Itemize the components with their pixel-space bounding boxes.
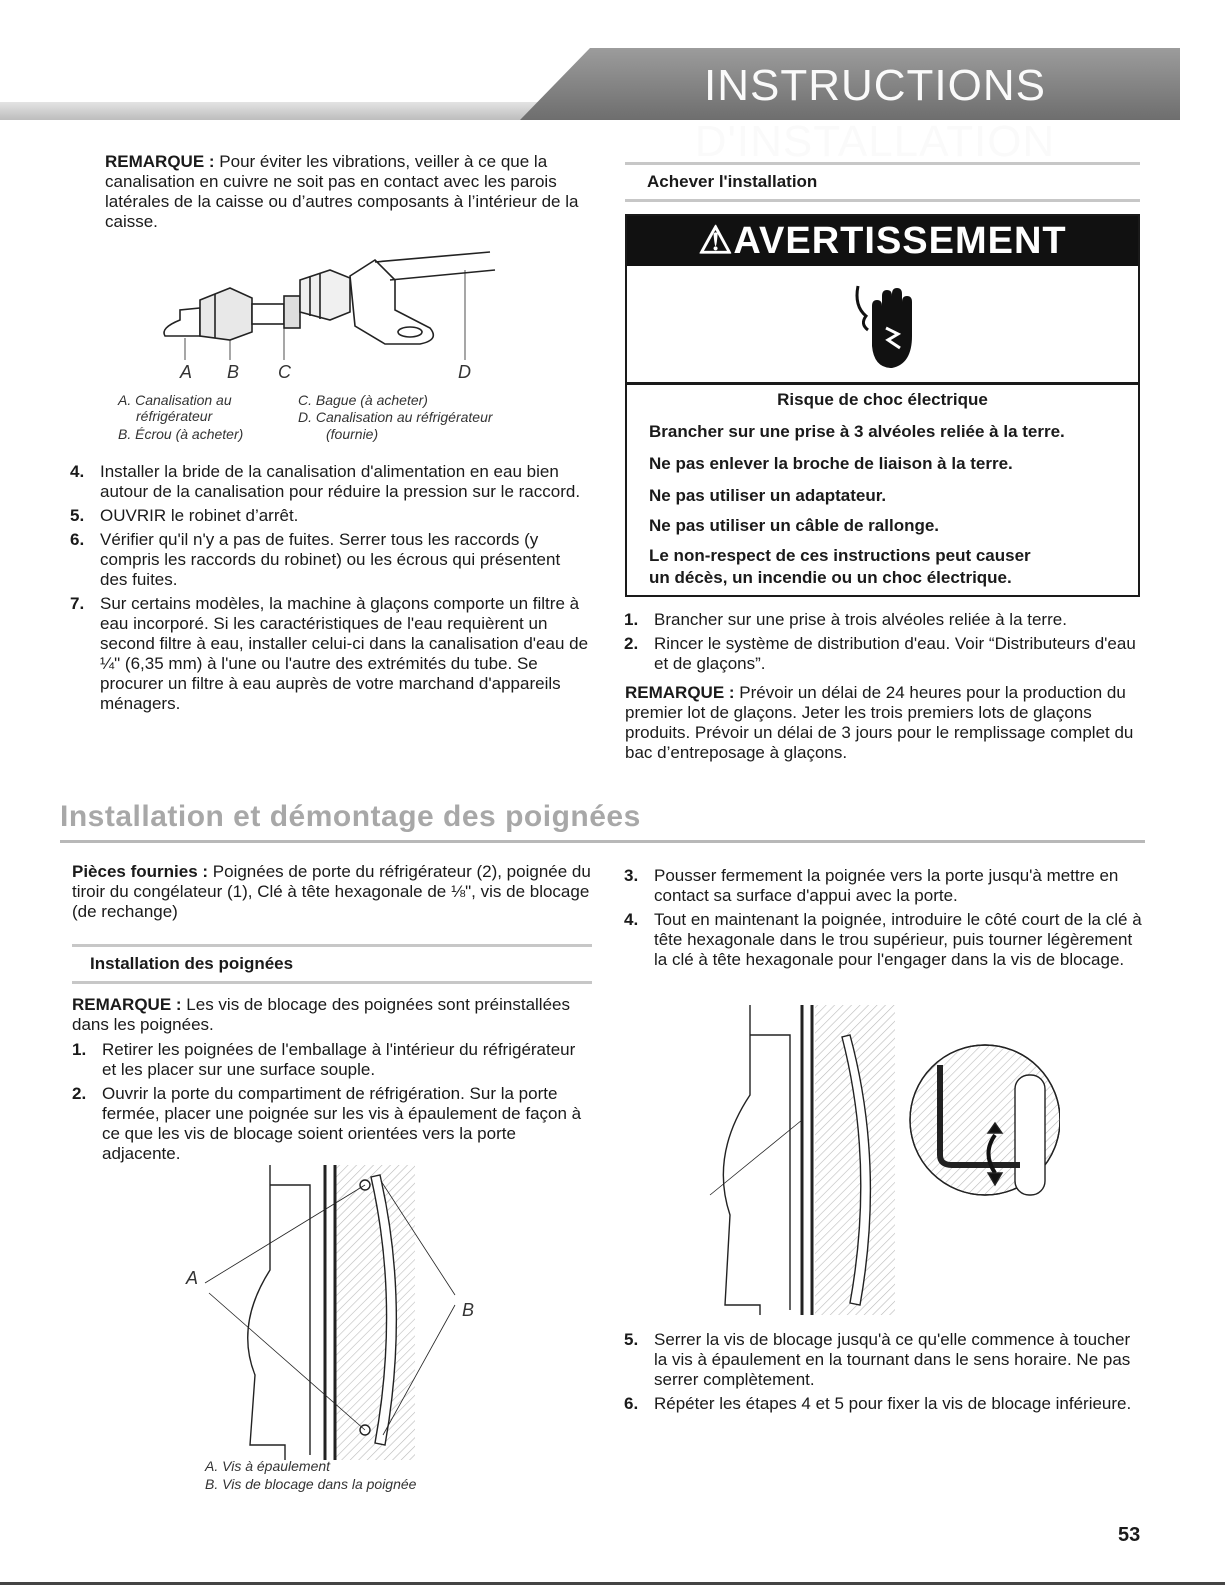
figure-label-b: B [227,362,240,382]
warning-line: Brancher sur une prise à 3 alvéoles reliée à la terre. [649,422,1065,441]
pieces-fournies: Pièces fournies : Poignées de porte du réfrigérateur (2), poignée du tiroir du congélateur (1), Clé à tête hexagonale de ⅛", vis de blocage (de rechange) [72,862,591,921]
warning-line: Ne pas enlever la broche de liaison à la terre. [649,454,1013,473]
list-item: 5. OUVRIR le robinet d’arrêt. [70,506,299,525]
water-line-figure [160,240,500,370]
figure-label-d: D [458,362,471,382]
list-item: 4. Installer la bride de la canalisation d'alimentation en eau bien autour de la canalisation pour réduire la pression sur le raccord. [70,462,581,501]
section-title: Installation et démontage des poignées [60,800,641,833]
caption-d: D. Canalisation au réfrigérateur [298,409,493,425]
caption-d-cont: (fournie) [326,426,379,442]
list-item: 6. Répéter les étapes 4 et 5 pour fixer la vis de blocage inférieure. [624,1394,1132,1413]
list-item: 7. Sur certains modèles, la machine à glaçons comporte un filtre à eau incorporé. Si les caractéristiques de l'eau requièrent un second filtre à eau, installer celui-ci dans la canalisation d'eau de ¼" (6,35 mm) à l'une ou l'autre des extrémités du tube. Se procurer un filtre à eau auprès de votre marchand d'appareils ménagers. [70,594,589,713]
figure-label-a: A [180,362,193,382]
warning-title: Risque de choc électrique [777,390,988,409]
remarque-ice: REMARQUE : Prévoir un délai de 24 heures pour la production du premier lot de glaçons. Jeter les trois premiers lots de glaçons produits. Prévoir un délai de 3 jours pour le remplissage complet du bac d’entreposage à glaçons. [625,683,1134,762]
achever-steps [624,610,1144,678]
warning-line: Ne pas utiliser un câble de rallonge. [649,516,940,535]
warning-line: Ne pas utiliser un adaptateur. [649,486,887,505]
caption-a: A. Canalisation au [118,392,232,408]
handle-steps-5-6 [624,1330,1144,1418]
electric-shock-hand-icon [852,276,922,376]
list-item: 1. Brancher sur une prise à trois alvéoles reliée à la terre. [624,610,1067,629]
subhead-achever: Achever l'installation [625,162,1140,202]
list-item: 3. Pousser fermement la poignée vers la porte jusqu'à mettre en contact sa surface d'appui avec la porte. [624,866,1119,905]
warning-banner: ⚠AVERTISSEMENT [627,216,1138,266]
caption-c: C. Bague (à acheter) [298,392,428,408]
caption-a-cont: réfrigérateur [136,408,213,424]
list-item: 5. Serrer la vis de blocage jusqu'à ce qu'elle commence à toucher la vis à épaulement en la tournant dans le sens horaire. Ne pas serrer complètement. [624,1330,1131,1389]
page-number: 53 [1118,1524,1141,1546]
caption-vis-a: A. Vis à épaulement [205,1458,331,1474]
caption-b: B. Écrou (à acheter) [118,426,244,442]
handle-steps-1-2 [72,1040,592,1168]
list-item: 2. Rincer le système de distribution d'eau. Voir “Distributeurs d'eau et de glaçons”. [624,634,1136,673]
subhead-installation-poignees: Installation des poignées [72,944,592,984]
figure-label-c: C [278,362,291,382]
warning-line: Le non-respect de ces instructions peut causer [649,546,1031,565]
handle-door-figure [195,1165,485,1465]
hex-key-figure [690,1005,1060,1325]
list-item: 1. Retirer les poignées de l'emballage à l'intérieur du réfrigérateur et les placer sur une surface souple. [72,1040,576,1079]
page-header-title: INSTRUCTIONS D'INSTALLATION [694,61,1056,166]
warning-divider [627,382,1138,385]
remarque-copper [105,152,595,232]
list-item: 6. Vérifier qu'il n'y a pas de fuites. Serrer tous les raccords (y compris les raccords du robinet) ou les écrous qui présentent des fuites. [70,530,561,589]
figure-label-b-vis: B [462,1300,475,1320]
header-rule [0,102,560,120]
remarque-text: Pour éviter les vibrations, veiller à ce que la canalisation en cuivre ne soit pas en contact avec les parois latérales de la caisse ou d’autres composants à l’intérieur de la caisse. [105,152,579,231]
caption-vis-b: B. Vis de blocage dans la poignée [205,1476,417,1492]
install-steps-4-7 [70,462,592,718]
warning-line: un décès, un incendie ou un choc électrique. [649,568,1012,587]
list-item: 2. Ouvrir la porte du compartiment de réfrigération. Sur la porte fermée, placer une poignée sur les vis à épaulement de façon à ce que les vis de blocage soient orientées vers la porte adjacente. [72,1084,582,1163]
handle-steps-3-4 [624,866,1144,974]
warning-box [625,214,1140,597]
remarque-vis: REMARQUE : Les vis de blocage des poignées sont préinstallées dans les poignées. [72,995,570,1034]
section-rule [60,840,1145,843]
warning-triangle-icon: ⚠ [698,220,734,262]
list-item: 4. Tout en maintenant la poignée, introduire le côté court de la clé à tête hexagonale dans le trou supérieur, puis tourner légèrement la clé à tête hexagonale pour l'engager dans la vis de blocage. [624,910,1142,969]
remarque-lead: REMARQUE : [105,152,215,171]
figure-label-a-vis: A [186,1268,199,1288]
